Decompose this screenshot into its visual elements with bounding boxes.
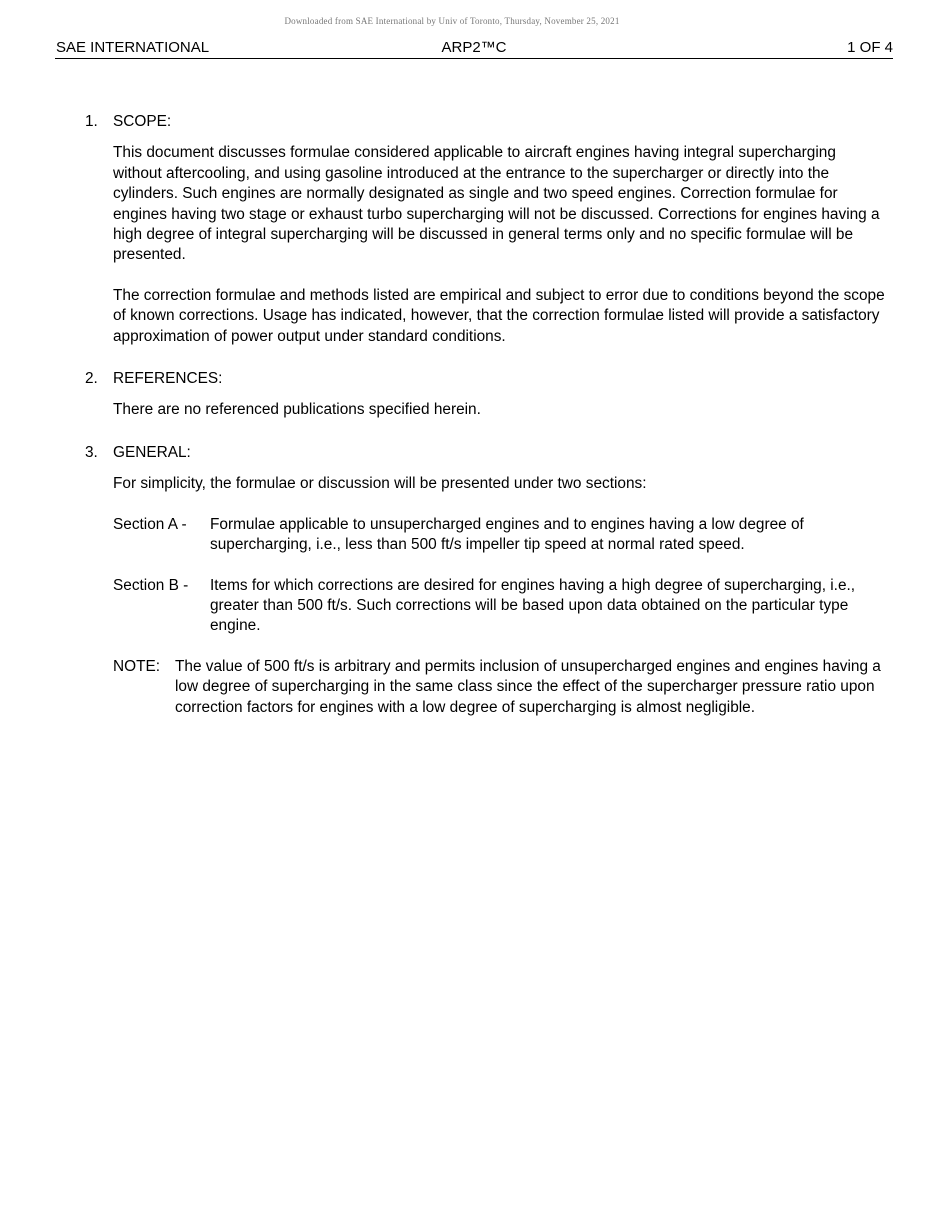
document-body [85,112,885,718]
note-item [113,657,885,718]
section-scope-heading [85,112,885,132]
header-page-number: 1 OF 4 [847,39,893,56]
section-a-label: Section A - [113,515,187,533]
section-b-text: Items for which corrections are desired for engines having a high degree of supercharging, i.e., greater than 500 ft/s. Such corrections will be based upon data obtained on the particular type engine. [210,576,856,635]
section-a-text: Formulae applicable to unsupercharged engines and to engines having a low degree of supercharging, i.e., less than 500 ft/s impeller tip speed at normal rated speed. [210,515,804,554]
section-references-heading [85,369,885,389]
scope-paragraph-2: The correction formulae and methods listed are empirical and subject to error due to conditions beyond the scope of known corrections. Usage has indicated, however, that the correction formulae listed will provide a satisfactory approximation of power output under standard conditions. [113,286,885,345]
note-text: The value of 500 ft/s is arbitrary and permits inclusion of unsupercharged engines and engines having a low degree of supercharging in the same class since the effect of the supercharger pressure ratio upon correction factors for engines with a low degree of supercharging is almost negligible. [175,657,881,716]
scope-paragraph-1: This document discusses formulae considered applicable to aircraft engines having integral supercharging without aftercooling, and using gasoline introduced at the entrance to the supercharger or directly into the cylinders. Such engines are normally designated as single and two speed engines. Correction formulae for engines having two stage or exhaust turbo supercharging will not be discussed. Corrections for engines having a high degree of integral supercharging will be discussed in general terms only and no specific formulae will be presented. [113,144,880,264]
section-number: 3. [85,443,98,461]
page-header [55,38,893,59]
section-number: 2. [85,370,98,388]
general-paragraph: For simplicity, the formulae or discussion will be presented under two sections: [113,475,647,493]
section-general-heading [85,443,885,463]
section-title: REFERENCES: [113,370,223,388]
section-b-item [113,576,885,637]
section-b-label: Section B - [113,576,189,594]
section-title: GENERAL: [113,443,191,461]
header-doc-id: ARP2™C [441,39,507,56]
references-paragraph: There are no referenced publications specified herein. [113,401,481,419]
section-a-item [113,515,885,556]
section-number: 1. [85,113,98,130]
header-org: SAE INTERNATIONAL [56,39,210,56]
download-watermark: Downloaded from SAE International by Univ of Toronto, Thursday, November 25, 2021 [284,16,620,26]
section-title: SCOPE: [113,113,172,130]
note-label: NOTE: [113,657,161,675]
